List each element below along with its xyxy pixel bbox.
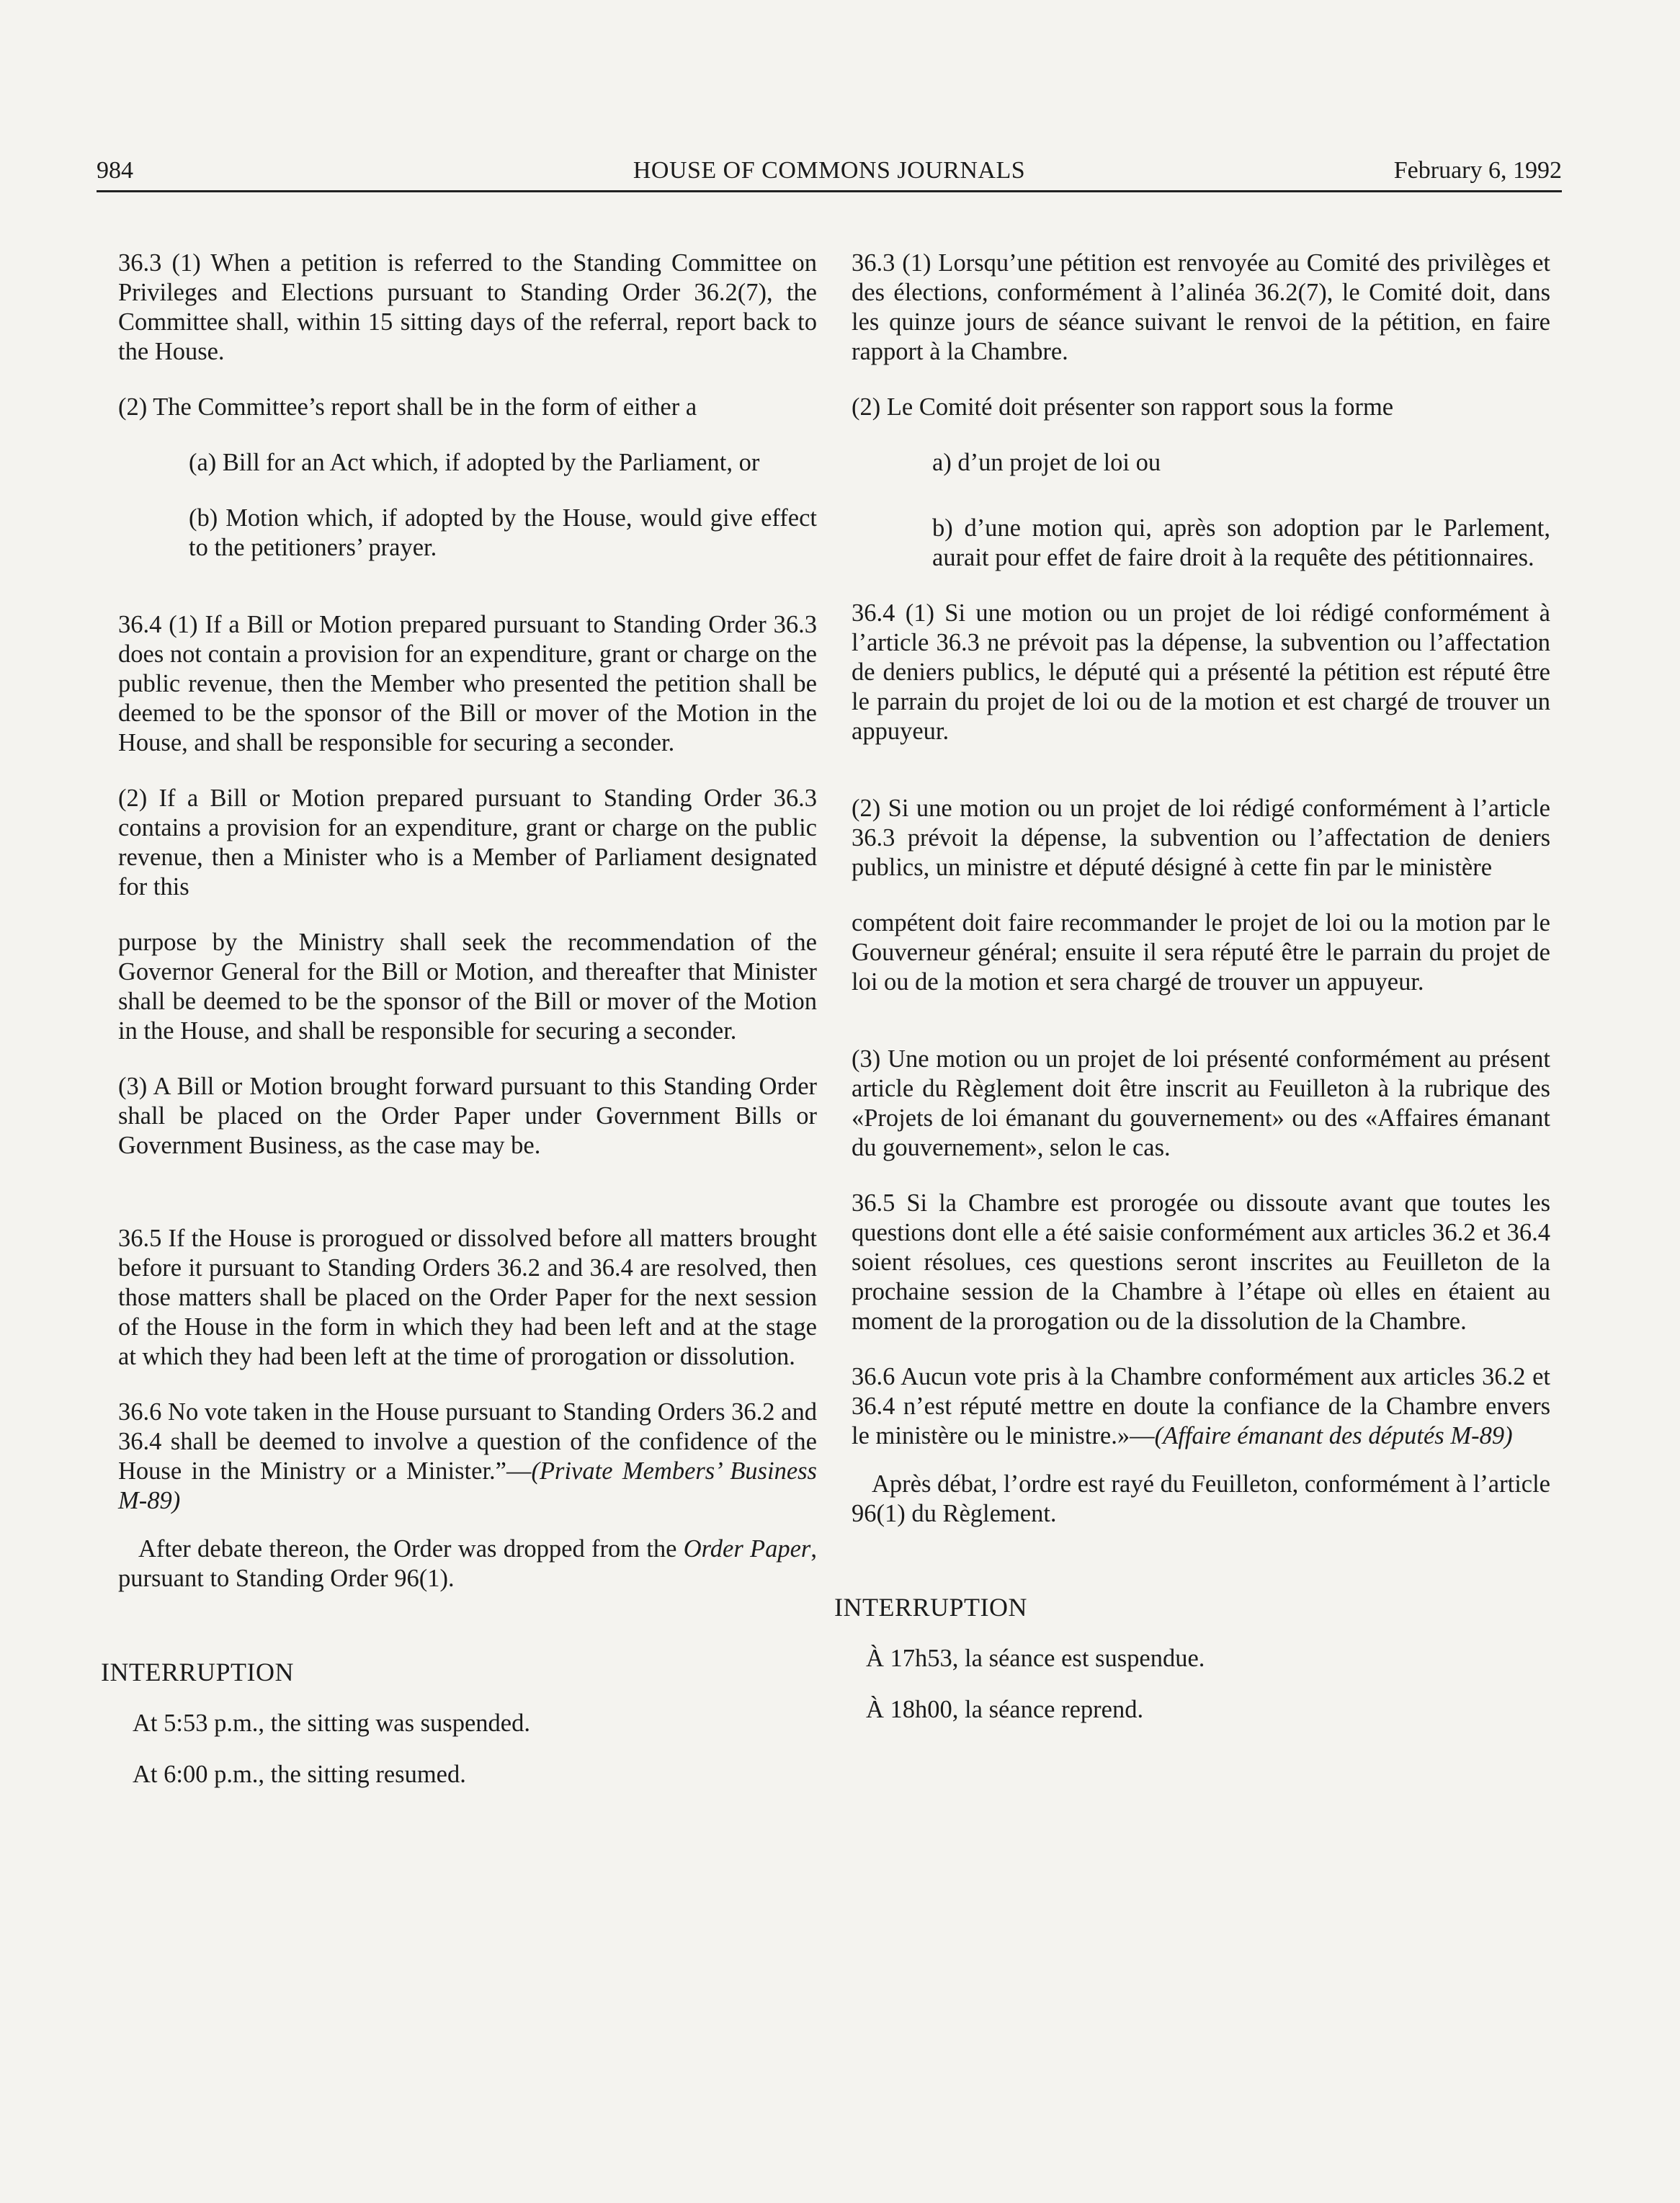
en-paragraph-36-3-2: (2) The Committee’s report shall be in the form of either a <box>118 393 697 421</box>
page-number: 984 <box>97 157 133 184</box>
en-paragraph-36-3-2b: (b) Motion which, if adopted by the House, would give effect to the petitioners’ prayer. <box>189 504 817 561</box>
fr-order-dropped: Après débat, l’ordre est rayé du Feuilleton, conformément à l’article 96(1) du Règlement. <box>852 1470 1550 1527</box>
en-paragraph-36-4-2-cont: purpose by the Ministry shall seek the recommendation of the Governor General for the Bill or Motion, and thereafter that Minister shall be deemed to be the sponsor of the Bill or mover of the Motion in the House, and shall be responsible for securing a seconder. <box>118 929 817 1045</box>
fr-paragraph-36-6-ref: (Affaire émanant des députés M-89) <box>1154 1422 1513 1449</box>
fr-paragraph-36-3-1: 36.3 (1) Lorsqu’une pétition est renvoyée au Comité des privilèges et des élections, conformément à l’alinéa 36.2(7), le Comité doit, dans les quinze jours de séance suivant le renvoi de la pétition, en faire rapport à la Chambre. <box>852 249 1550 365</box>
en-paragraph-36-4-3: (3) A Bill or Motion brought forward pursuant to this Standing Order shall be placed on the Order Paper under Government Bills or Government Business, as the case may be. <box>118 1073 817 1159</box>
en-order-dropped <box>118 1534 817 1594</box>
en-order-dropped-em: Order Paper <box>683 1535 811 1563</box>
fr-paragraph-36-3-2: (2) Le Comité doit présenter son rapport sous la forme <box>852 393 1394 421</box>
en-paragraph-36-3-1: 36.3 (1) When a petition is referred to the Standing Committee on Privileges and Elections pursuant to Standing Order 36.2(7), the Committee shall, within 15 sitting days of the referral, report back to the House. <box>118 249 817 365</box>
en-sitting-suspended: At 5:53 p.m., the sitting was suspended. <box>133 1710 530 1737</box>
journal-date: February 6, 1992 <box>1393 157 1562 184</box>
en-paragraph-36-3-2a: (a) Bill for an Act which, if adopted by the Parliament, or <box>189 449 760 476</box>
en-paragraph-36-6 <box>118 1398 817 1516</box>
en-paragraph-36-6-ref: (Private Members’ Business M-89) <box>118 1457 817 1514</box>
en-order-dropped-b: , pursuant to Standing Order 96(1). <box>118 1535 817 1592</box>
fr-paragraph-36-4-2: (2) Si une motion ou un projet de loi rédigé conformément à l’article 36.3 prévoit la dépense, la subvention ou l’affectation de deniers publics, un ministre et député désigné à cette fin par le ministère <box>852 795 1550 881</box>
en-paragraph-36-4-2: (2) If a Bill or Motion prepared pursuant to Standing Order 36.3 contains a provision for an expenditure, grant or charge on the public revenue, then a Minister who is a Member of Parliament designated for this <box>118 785 817 901</box>
fr-paragraph-36-3-2a: a) d’un projet de loi ou <box>932 449 1161 476</box>
fr-paragraph-36-6 <box>852 1362 1550 1451</box>
en-paragraph-36-5: 36.5 If the House is prorogued or dissolved before all matters brought before it pursuant to Standing Orders 36.2 and 36.4 are resolved, then those matters shall be placed on the Order Paper for the next session of the House in the form in which they had been left and at the stage at which they had been left at the time of prorogation or dissolution. <box>118 1225 817 1370</box>
fr-sitting-suspended: À 17h53, la séance est suspendue. <box>866 1645 1205 1672</box>
en-interruption-heading: INTERRUPTION <box>101 1658 294 1686</box>
french-column <box>834 249 1550 1746</box>
fr-paragraph-36-4-3: (3) Une motion ou un projet de loi présenté conformément au présent article du Règlement doit être inscrit au Feuilleton à la rubrique des «Projets de loi émanant du gouvernement» ou des «Affaires émanant du gouvernement», selon le cas. <box>852 1045 1550 1161</box>
en-paragraph-36-4-1: 36.4 (1) If a Bill or Motion prepared pursuant to Standing Order 36.3 does not contain a provision for an expenditure, grant or charge on the public revenue, then the Member who presented the petition shall be deemed to be the sponsor of the Bill or mover of the Motion in the House, and shall be responsible for securing a seconder. <box>118 611 817 756</box>
english-column <box>101 249 817 1811</box>
en-order-dropped-a: After debate thereon, the Order was dropped from the <box>138 1535 684 1563</box>
fr-paragraph-36-6-text: 36.6 Aucun vote pris à la Chambre conformément aux articles 36.2 et 36.4 n’est réputé mettre en doute la confiance de la Chambre envers le ministère ou le ministre.»— <box>852 1363 1550 1449</box>
fr-paragraph-36-5: 36.5 Si la Chambre est prorogée ou dissoute avant que toutes les questions dont elle a été saisie conformément aux articles 36.2 et 36.4 soient résolues, ces questions seront inscrites au Feuilleton de la prochaine session de la Chambre à l’étape où elles en étaient au moment de la prorogation ou de la dissolution de la Chambre. <box>852 1189 1550 1335</box>
en-paragraph-36-6-text: 36.6 No vote taken in the House pursuant to Standing Orders 36.2 and 36.4 shall be deemed to involve a question of the confidence of the House in the Ministry or a Minister.”— <box>118 1398 817 1485</box>
fr-sitting-resumed: À 18h00, la séance reprend. <box>866 1696 1144 1723</box>
fr-paragraph-36-3-2b: b) d’une motion qui, après son adoption par le Parlement, aurait pour effet de faire droit à la requête des pétitionnaires. <box>932 514 1550 571</box>
journal-title: HOUSE OF COMMONS JOURNALS <box>633 157 1026 184</box>
fr-paragraph-36-4-1: 36.4 (1) Si une motion ou un projet de loi rédigé conformément à l’article 36.3 ne prévoit pas la dépense, la subvention ou l’affectation de deniers publics, le député qui a présenté la pétition est réputé être le parrain du projet de loi ou de la motion et est chargé de trouver un appuyeur. <box>852 599 1550 745</box>
en-sitting-resumed: At 6:00 p.m., the sitting resumed. <box>133 1761 466 1788</box>
fr-interruption-heading: INTERRUPTION <box>834 1593 1027 1622</box>
page-header <box>97 153 1562 192</box>
fr-paragraph-36-4-2-cont: compétent doit faire recommander le projet de loi ou la motion par le Gouverneur général; ensuite il sera réputé être le parrain du projet de loi ou de la motion et sera chargé de trouver un appuyeur. <box>852 909 1550 996</box>
